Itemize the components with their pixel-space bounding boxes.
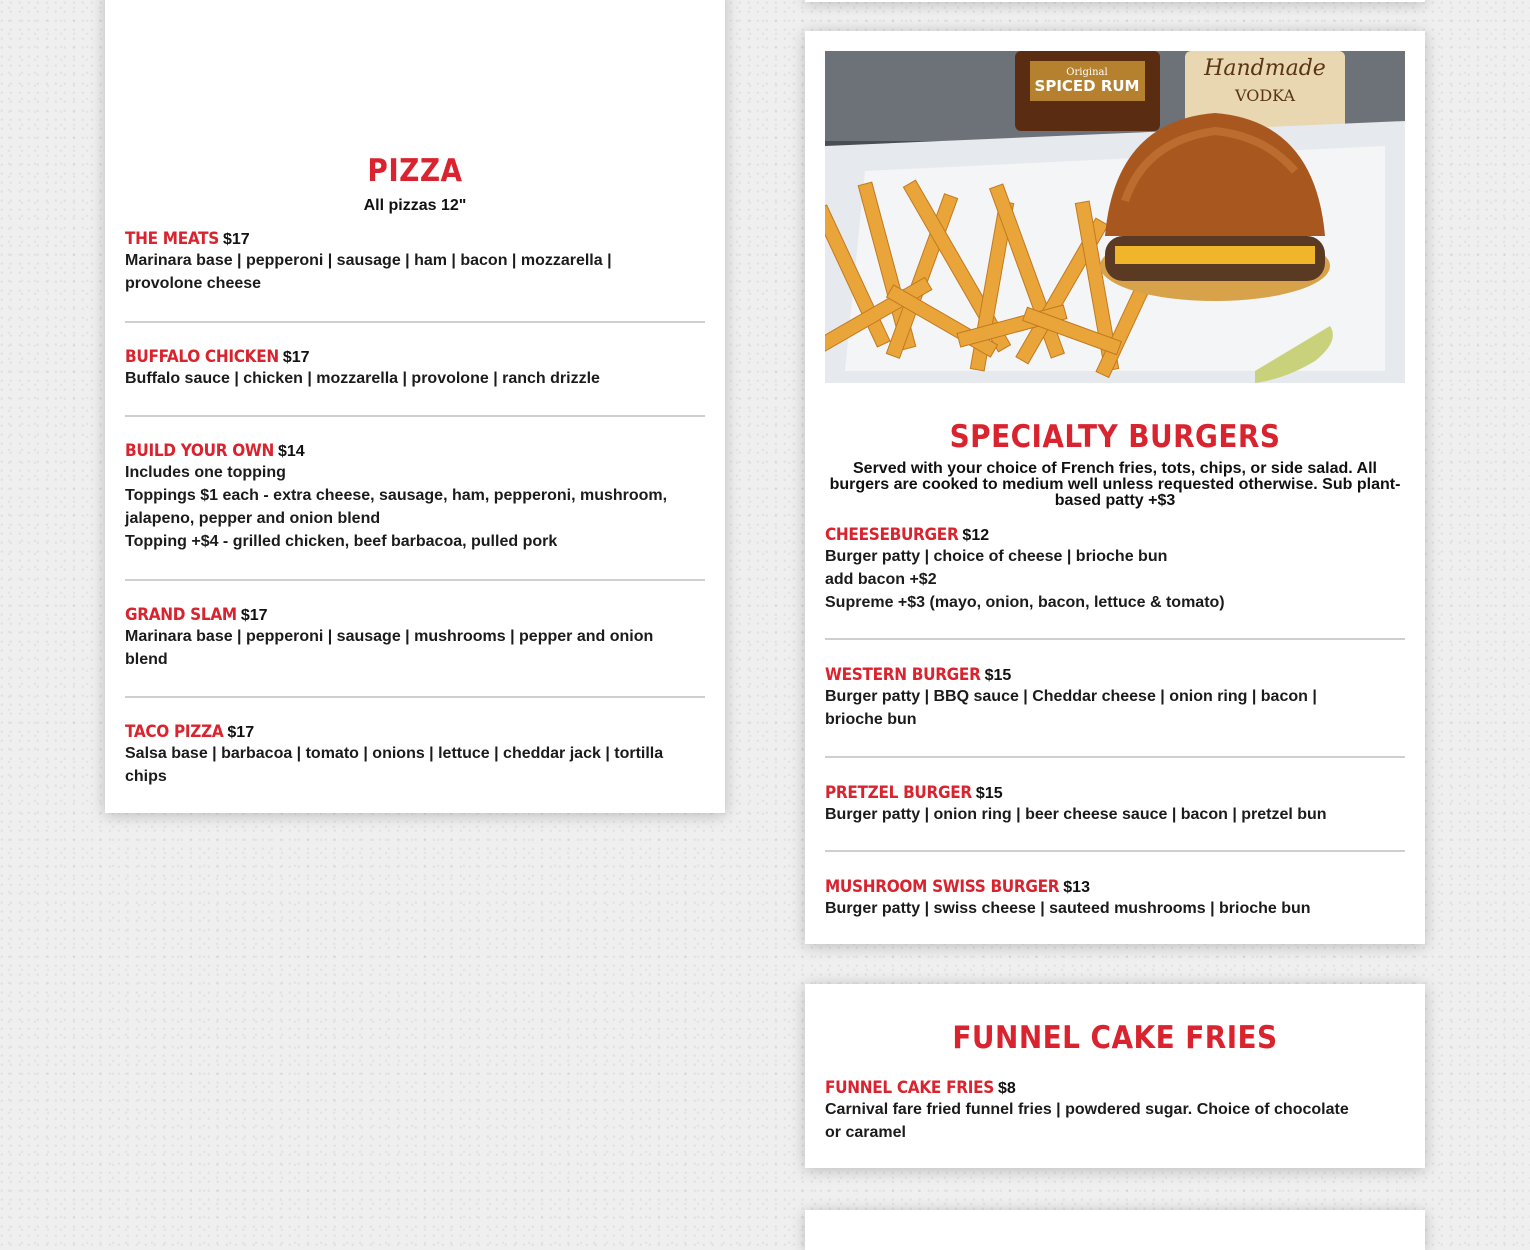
menu-item-grand-slam [125,605,705,671]
rum-bottle-label: SPICED RUM [1034,77,1140,95]
rum-bottle-label-top: Original [1066,67,1108,78]
menu-item-pretzel-burger [825,783,1405,826]
vodka-bottle-label: Handmade [1204,56,1326,81]
item-price: $13 [1063,879,1090,896]
item-description: Burger patty | BBQ sauce | Cheddar cheese | onion ring | bacon | [825,688,1317,705]
item-description: Topping +$4 - grilled chicken, beef barbacoa, pulled pork [125,533,558,550]
menu-item-western-burger [825,665,1405,731]
menu-item-funnel-cake-fries [825,1078,1405,1144]
item-name: PRETZEL BURGER [825,783,972,803]
item-divider [125,321,705,323]
item-description: Buffalo sauce | chicken | mozzarella | provolone | ranch drizzle [125,370,600,387]
item-price: $12 [962,527,990,544]
item-description: Marinara base | pepperoni | sausage | ham | bacon | mozzarella | [125,252,612,269]
item-price: $17 [227,724,255,741]
burger-and-fries-photo [825,51,1405,383]
item-price: $8 [997,1080,1016,1097]
item-name: TACO PIZZA [125,722,224,742]
pizza-menu-card [105,0,725,813]
item-divider [125,696,705,698]
item-divider [825,850,1405,852]
item-description: chips [125,768,167,785]
vodka-bottle-sublabel: VODKA [1234,86,1296,105]
menu-item-the-meats [125,229,705,295]
menu-item-build-your-own [125,441,705,553]
item-name: FUNNEL CAKE FRIES [825,1078,994,1098]
item-description: or caramel [825,1124,906,1141]
item-description: Supreme +$3 (mayo, onion, bacon, lettuce & tomato) [825,594,1225,611]
item-name: THE MEATS [125,229,219,249]
funnel-section-title: FUNNEL CAKE FRIES [952,1020,1278,1056]
burger-photo-illustration [825,51,1405,383]
pizza-section-title: PIZZA [367,153,463,189]
burgers-section-title: SPECIALTY BURGERS [949,419,1281,455]
menu-card-top-edge [805,0,1425,2]
item-divider [125,415,705,417]
item-description: blend [125,651,168,668]
item-description: jalapeno, pepper and onion blend [125,510,381,527]
item-price: $17 [240,607,268,624]
item-name: BUFFALO CHICKEN [125,347,279,367]
item-description: Salsa base | barbacoa | tomato | onions | lettuce | cheddar jack | tortilla [125,745,664,762]
menu-item-buffalo-chicken [125,347,705,390]
item-name: BUILD YOUR OWN [125,441,274,461]
item-price: $14 [277,443,305,460]
item-description: Carnival fare fried funnel fries | powdered sugar. Choice of chocolate [825,1101,1349,1118]
item-description: Includes one topping [125,464,286,481]
item-name: MUSHROOM SWISS BURGER [825,877,1060,897]
item-description: Marinara base | pepperoni | sausage | mushrooms | pepper and onion [125,628,654,645]
item-divider [125,579,705,581]
item-divider [825,638,1405,640]
item-price: $15 [984,667,1012,684]
item-price: $17 [222,231,250,248]
item-description: add bacon +$2 [825,571,937,588]
burgers-menu-card [805,31,1425,944]
item-description: Burger patty | choice of cheese | brioche bun [825,548,1168,565]
menu-item-taco-pizza [125,722,705,788]
menu-item-cheeseburger [825,525,1405,614]
item-description: provolone cheese [125,275,262,292]
item-name: GRAND SLAM [125,605,237,625]
item-description: Toppings $1 each - extra cheese, sausage, ham, pepperoni, mushroom, [125,487,668,504]
item-name: CHEESEBURGER [825,525,959,545]
next-menu-card [805,1210,1425,1250]
item-description: Burger patty | onion ring | beer cheese sauce | bacon | pretzel bun [825,806,1327,823]
item-description: Burger patty | swiss cheese | sauteed mushrooms | brioche bun [825,900,1311,917]
funnel-cake-menu-card [805,984,1425,1168]
menu-item-mushroom-swiss-burger [825,877,1405,920]
item-name: WESTERN BURGER [825,665,981,685]
item-divider [825,756,1405,758]
burgers-section-subtitle: Served with your choice of French fries, tots, chips, or side salad. All burgers are cooked to medium well unless requested otherwise. Sub plant-based patty +$3 [829,460,1401,509]
item-price: $15 [975,785,1003,802]
pizza-section-subtitle: All pizzas 12" [363,197,467,214]
item-price: $17 [282,349,310,366]
item-description: brioche bun [825,711,917,728]
